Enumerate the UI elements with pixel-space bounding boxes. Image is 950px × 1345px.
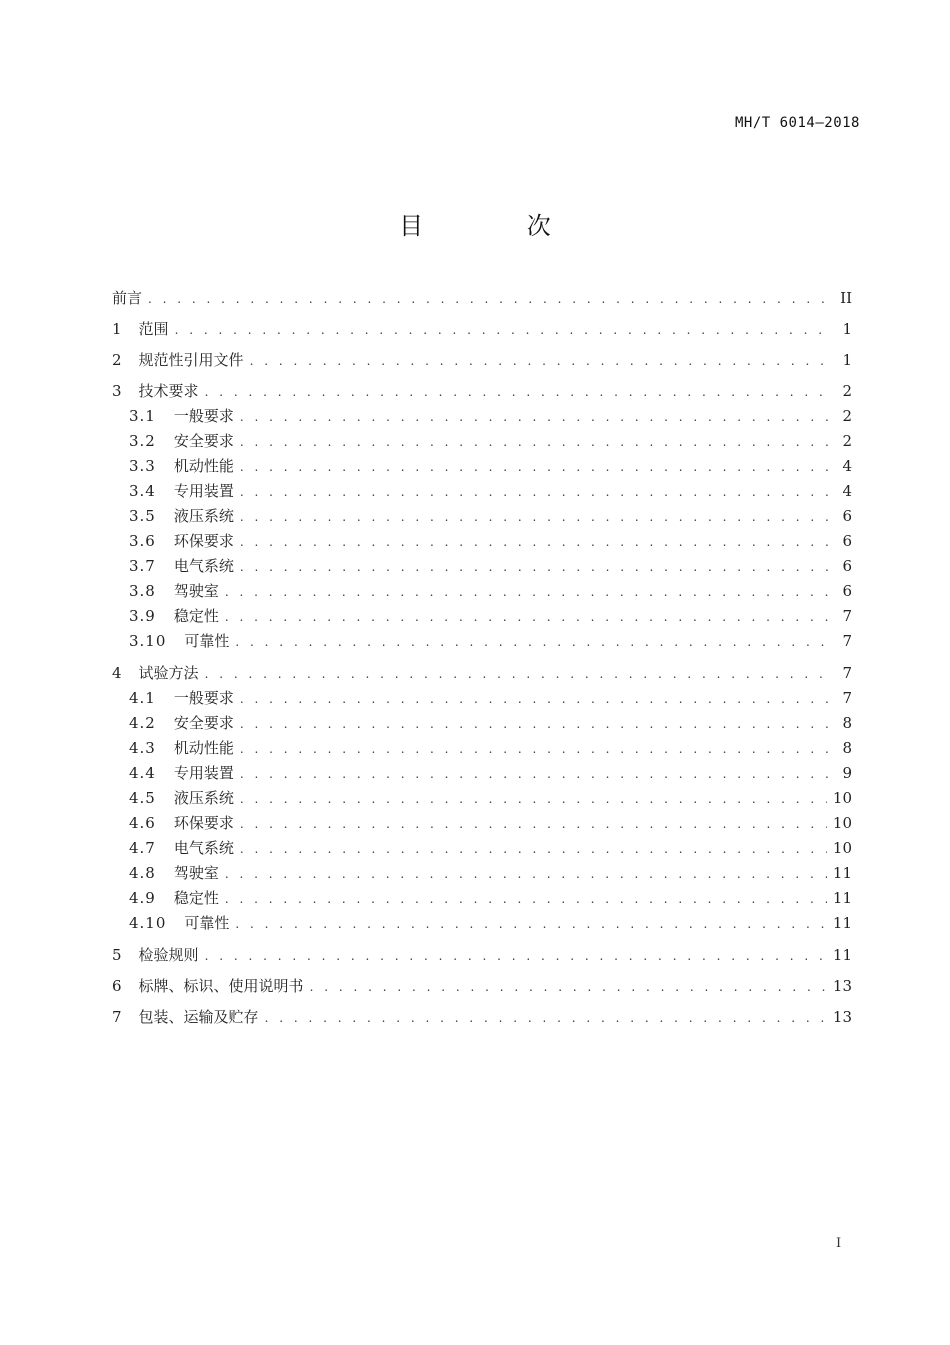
- toc-entry-number: 3.3: [129, 457, 156, 475]
- toc-dot-leader: [205, 661, 834, 687]
- toc-entry[interactable]: [112, 811, 852, 836]
- toc-entry-title: 技术要求: [138, 382, 199, 400]
- toc-entry-page: 11: [832, 864, 852, 882]
- toc-entry[interactable]: [112, 761, 852, 786]
- toc-entry[interactable]: [112, 786, 852, 811]
- toc-entry[interactable]: [112, 836, 852, 861]
- toc-dot-leader: [240, 505, 834, 529]
- toc-entry[interactable]: [112, 604, 852, 629]
- toc-entry-number: 4.6: [129, 814, 156, 832]
- toc-dot-leader: [240, 787, 827, 811]
- toc-entry-page: 10: [832, 839, 852, 857]
- toc-dot-leader: [240, 687, 834, 711]
- toc-entry-number: 3: [112, 382, 123, 400]
- toc-entry-page: 10: [832, 814, 852, 832]
- toc-entry-number: 4.7: [129, 839, 156, 857]
- toc-entry-number: 3.1: [129, 407, 156, 425]
- toc-entry[interactable]: [112, 554, 852, 579]
- toc-entry-title: 机动性能: [173, 457, 234, 475]
- toc-entry-title: 驾驶室: [173, 864, 219, 882]
- toc-entry[interactable]: [112, 736, 852, 761]
- toc-entry-title: 可靠性: [184, 914, 230, 932]
- toc-dot-leader: [250, 348, 834, 374]
- toc-entry-title: 环保要求: [173, 814, 234, 832]
- toc-entry-title: 稳定性: [173, 607, 219, 625]
- toc-dot-leader: [225, 580, 834, 604]
- toc-entry-page: II: [840, 289, 852, 307]
- toc-dot-leader: [240, 455, 834, 479]
- toc-dot-leader: [240, 405, 834, 429]
- toc-entry-page: 4: [842, 457, 852, 475]
- toc-entry-number: 4.2: [129, 714, 156, 732]
- toc-entry-title: 专用装置: [173, 482, 234, 500]
- toc-entry-title: 前言: [112, 289, 143, 307]
- toc-entry-title: 一般要求: [173, 407, 234, 425]
- toc-dot-leader: [240, 837, 827, 861]
- toc-entry-page: 7: [842, 632, 852, 650]
- toc-entry-title: 机动性能: [173, 739, 234, 757]
- toc-entry[interactable]: [112, 316, 852, 347]
- toc-entry[interactable]: [112, 942, 852, 973]
- toc-entry-title: 稳定性: [173, 889, 219, 907]
- toc-entry-number: 4.3: [129, 739, 156, 757]
- toc-entry-page: 2: [842, 432, 852, 450]
- toc-entry[interactable]: [112, 479, 852, 504]
- toc-entry-title: 规范性引用文件: [138, 351, 244, 369]
- toc-dot-leader: [310, 974, 827, 1000]
- toc-entry-title: 包装、运输及贮存: [138, 1008, 259, 1026]
- toc-entry-number: 3.4: [129, 482, 156, 500]
- toc-entry-title: 环保要求: [173, 532, 234, 550]
- toc-entry-number: 5: [112, 946, 123, 964]
- toc-entry-page: 13: [832, 977, 852, 995]
- toc-entry-title: 液压系统: [173, 507, 234, 525]
- toc-entry-page: 11: [832, 946, 852, 964]
- toc-entry-number: 1: [112, 320, 123, 338]
- table-of-contents: [112, 285, 852, 1035]
- toc-dot-leader: [175, 317, 834, 343]
- toc-entry-page: 2: [842, 382, 852, 400]
- toc-dot-leader: [240, 712, 834, 736]
- toc-entry-number: 3.10: [129, 632, 167, 650]
- toc-dot-leader: [240, 812, 827, 836]
- toc-dot-leader: [205, 379, 834, 405]
- toc-entry-title: 液压系统: [173, 789, 234, 807]
- toc-entry-page: 1: [842, 320, 852, 338]
- toc-entry-page: 9: [842, 764, 852, 782]
- toc-entry-page: 2: [842, 407, 852, 425]
- toc-entry-page: 4: [842, 482, 852, 500]
- toc-entry-title: 电气系统: [173, 839, 234, 857]
- toc-entry-number: 4.4: [129, 764, 156, 782]
- toc-entry-number: 6: [112, 977, 123, 995]
- toc-entry-title: 检验规则: [138, 946, 199, 964]
- toc-entry[interactable]: [112, 404, 852, 429]
- toc-entry[interactable]: [112, 347, 852, 378]
- toc-entry-page: 11: [832, 889, 852, 907]
- toc-entry-number: 4.9: [129, 889, 156, 907]
- toc-entry-title: 专用装置: [173, 764, 234, 782]
- toc-dot-leader: [240, 530, 834, 554]
- toc-dot-leader: [240, 762, 834, 786]
- toc-entry-number: 4.8: [129, 864, 156, 882]
- toc-entry-number: 4.1: [129, 689, 156, 707]
- toc-dot-leader: [205, 943, 827, 969]
- toc-entry-title: 安全要求: [173, 432, 234, 450]
- toc-entry-page: 7: [842, 607, 852, 625]
- toc-entry-title: 安全要求: [173, 714, 234, 732]
- toc-entry-title: 一般要求: [173, 689, 234, 707]
- toc-entry[interactable]: [112, 861, 852, 886]
- toc-entry-number: 3.6: [129, 532, 156, 550]
- toc-entry-page: 6: [842, 507, 852, 525]
- toc-entry-number: 3.9: [129, 607, 156, 625]
- document-code: MH/T 6014—2018: [734, 115, 860, 131]
- toc-entry[interactable]: [112, 711, 852, 736]
- toc-entry-page: 7: [842, 664, 852, 682]
- page-title: 目 次: [399, 212, 599, 240]
- toc-entry[interactable]: [112, 686, 852, 711]
- toc-entry-title: 电气系统: [173, 557, 234, 575]
- toc-dot-leader: [148, 286, 834, 312]
- toc-entry-number: 4: [112, 664, 123, 682]
- toc-entry[interactable]: [112, 973, 852, 1004]
- toc-entry[interactable]: [112, 629, 852, 654]
- toc-entry[interactable]: [112, 504, 852, 529]
- toc-entry-number: 3.2: [129, 432, 156, 450]
- toc-entry-title: 范围: [138, 320, 169, 338]
- toc-dot-leader: [240, 555, 834, 579]
- page-number-footer: I: [836, 1236, 842, 1251]
- toc-entry-page: 6: [842, 557, 852, 575]
- toc-entry-number: 4.10: [129, 914, 167, 932]
- toc-entry-page: 1: [842, 351, 852, 369]
- toc-dot-leader: [225, 862, 827, 886]
- toc-entry-number: 3.5: [129, 507, 156, 525]
- toc-entry-title: 标牌、标识、使用说明书: [138, 977, 304, 995]
- toc-dot-leader: [235, 912, 826, 936]
- toc-entry-page: 11: [832, 914, 852, 932]
- toc-dot-leader: [225, 887, 827, 911]
- toc-entry-page: 8: [842, 739, 852, 757]
- toc-entry[interactable]: [112, 429, 852, 454]
- toc-entry-page: 6: [842, 582, 852, 600]
- toc-dot-leader: [240, 430, 834, 454]
- toc-entry-page: 13: [832, 1008, 852, 1026]
- toc-entry-title: 驾驶室: [173, 582, 219, 600]
- toc-entry-page: 7: [842, 689, 852, 707]
- toc-dot-leader: [225, 605, 834, 629]
- toc-entry-page: 10: [832, 789, 852, 807]
- toc-dot-leader: [240, 480, 834, 504]
- toc-entry-title: 试验方法: [138, 664, 199, 682]
- toc-entry[interactable]: [112, 1004, 852, 1035]
- toc-entry-number: 7: [112, 1008, 123, 1026]
- toc-entry-number: 2: [112, 351, 123, 369]
- toc-entry-page: 6: [842, 532, 852, 550]
- toc-entry-page: 8: [842, 714, 852, 732]
- toc-entry[interactable]: [112, 886, 852, 911]
- toc-dot-leader: [240, 737, 834, 761]
- toc-entry-number: 4.5: [129, 789, 156, 807]
- toc-entry[interactable]: [112, 579, 852, 604]
- toc-entry-title: 可靠性: [184, 632, 230, 650]
- toc-entry[interactable]: [112, 911, 852, 936]
- toc-entry[interactable]: [112, 529, 852, 554]
- toc-entry[interactable]: [112, 454, 852, 479]
- toc-entry[interactable]: [112, 285, 852, 316]
- toc-dot-leader: [235, 630, 834, 654]
- toc-entry-number: 3.7: [129, 557, 156, 575]
- toc-dot-leader: [265, 1005, 827, 1031]
- toc-entry-number: 3.8: [129, 582, 156, 600]
